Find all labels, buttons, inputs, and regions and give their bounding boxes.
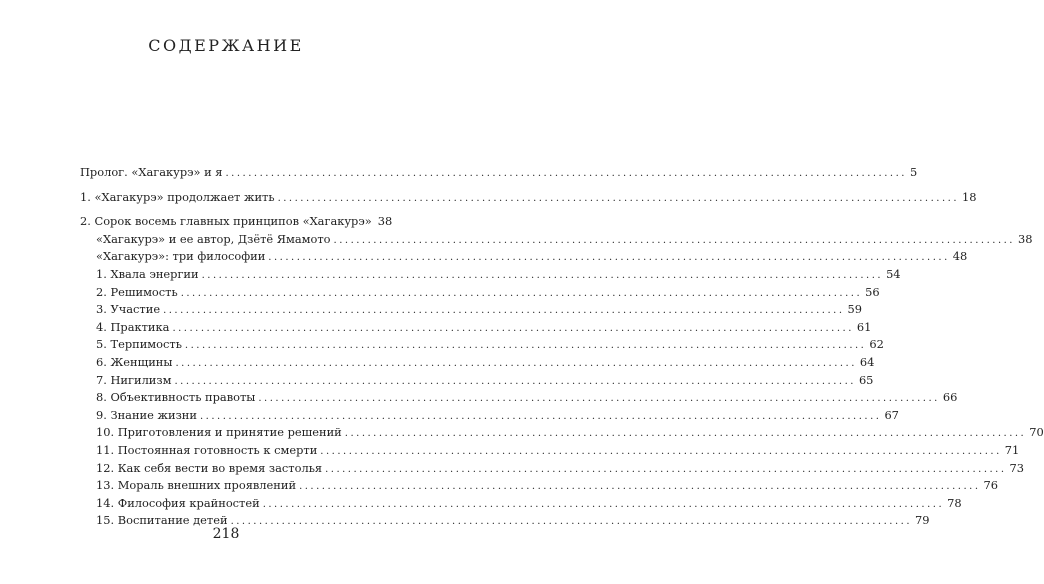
toc-subentry	[80, 407, 899, 425]
dot-leader: ........................................................................................................................	[333, 234, 1015, 246]
dot-leader: ........................................................................................................................	[277, 192, 960, 204]
toc-entry-label: 9. Знание жизни	[96, 407, 197, 422]
dot-leader: ........................................................................................................................	[258, 393, 940, 405]
dot-leader: ........................................................................................................................	[172, 322, 854, 334]
toc-entry-label: 8. Объективность правоты	[96, 390, 256, 405]
dot-leader: ........................................................................................................................	[230, 516, 913, 528]
toc-entry-page: 38	[377, 214, 393, 229]
toc-entry-page: 18	[962, 189, 977, 204]
toc-subentry	[80, 460, 1025, 478]
toc-entry-label: 2. Решимость	[96, 284, 178, 299]
toc-subentry	[80, 284, 880, 302]
toc-entry-page: 48	[952, 249, 968, 264]
toc-entry-page: 79	[915, 513, 930, 528]
toc-entry-label: 13. Мораль внешних проявлений	[96, 478, 297, 493]
toc-entry-label: «Хагакурэ» и ее автор, Дзётё Ямамото	[96, 231, 331, 246]
toc-subentry	[80, 336, 884, 354]
toc-entry-page: 64	[859, 354, 875, 369]
dot-leader: ........................................................................................................................	[199, 410, 882, 422]
toc-entry-prologue	[80, 164, 918, 182]
toc-entry-label: 3. Участие	[96, 302, 161, 317]
toc-entry-label: «Хагакурэ»: три философии	[96, 249, 266, 264]
toc-entry-label: 5. Терпимость	[96, 337, 182, 352]
toc-entry-page: 38	[1017, 231, 1033, 246]
toc-entry-chapter-1	[80, 189, 977, 207]
toc-entry-label: 4. Практика	[96, 319, 170, 334]
dot-leader: ........................................................................................................................	[262, 498, 945, 510]
toc-entry-label: 2. Сорок восемь главных принципов «Хагакурэ»	[80, 214, 372, 229]
toc-subentry	[80, 354, 875, 372]
toc-entry-page: 66	[942, 390, 958, 405]
toc-subentry	[80, 301, 863, 319]
dot-leader: ........................................................................................................................	[174, 375, 856, 387]
toc-entry-page: 73	[1009, 460, 1025, 475]
toc-subentry	[80, 372, 874, 390]
toc-entry-page: 76	[983, 478, 999, 493]
dot-leader: ........................................................................................................................	[325, 463, 1007, 475]
toc-entry-page: 54	[886, 266, 901, 281]
toc-entry-page: 59	[847, 302, 863, 317]
toc-subentry	[80, 319, 872, 337]
dot-leader: ........................................................................................................................	[268, 252, 950, 264]
dot-leader: ........................................................................................................................	[299, 481, 981, 493]
toc-entry-label: 7. Нигилизм	[96, 372, 172, 387]
table-of-contents	[80, 164, 1044, 530]
dot-leader: ........................................................................................................................	[320, 445, 1002, 457]
toc-entry-label: Пролог. «Хагакурэ» и я	[80, 165, 223, 179]
page-number: 218	[212, 526, 240, 542]
toc-entry-label: 11. Постоянная готовность к смерти	[96, 442, 318, 457]
dot-leader: ........................................................................................................................	[344, 428, 1027, 440]
toc-entry-page: 78	[947, 495, 962, 510]
dot-leader: ........................................................................................................................	[201, 269, 884, 281]
toc-subentry	[80, 248, 968, 266]
dot-leader: ........................................................................................................................	[225, 168, 907, 179]
toc-entry-page: 62	[869, 337, 884, 352]
toc-entry-page: 67	[884, 407, 899, 422]
toc-entry-label: 10. Приготовления и принятие решений	[96, 425, 342, 440]
toc-entry-label: 1. Хвала энергии	[96, 266, 199, 281]
toc-subentry	[80, 442, 1020, 460]
toc-subentry	[80, 266, 901, 284]
toc-subentry	[80, 477, 999, 495]
toc-entry-label: 15. Воспитание детей	[96, 513, 228, 528]
dot-leader: ........................................................................................................................	[175, 357, 857, 369]
toc-entry-page: 71	[1004, 442, 1020, 457]
dot-leader: ........................................................................................................................	[163, 305, 845, 317]
toc-entry-page: 5	[909, 165, 918, 179]
toc-entry-label: 1. «Хагакурэ» продолжает жить	[80, 189, 275, 204]
toc-entry-chapter-2	[80, 213, 393, 231]
dot-leader: ........................................................................................................................	[184, 340, 867, 352]
toc-entry-label: 14. Философия крайностей	[96, 495, 260, 510]
toc-entry-page: 56	[865, 284, 880, 299]
toc-entry-page: 65	[858, 372, 874, 387]
toc-entry-page: 70	[1029, 425, 1044, 440]
toc-subentry	[80, 389, 958, 407]
toc-subentry	[80, 495, 962, 513]
toc-subentry	[80, 424, 1044, 442]
toc-entry-label: 12. Как себя вести во время застолья	[96, 460, 323, 475]
toc-entry-label: 6. Женщины	[96, 354, 173, 369]
toc-subentry	[80, 231, 1033, 249]
toc-entry-page: 61	[856, 319, 872, 334]
page-title: СОДЕРЖАНИЕ	[148, 36, 304, 55]
dot-leader: ........................................................................................................................	[180, 287, 863, 299]
